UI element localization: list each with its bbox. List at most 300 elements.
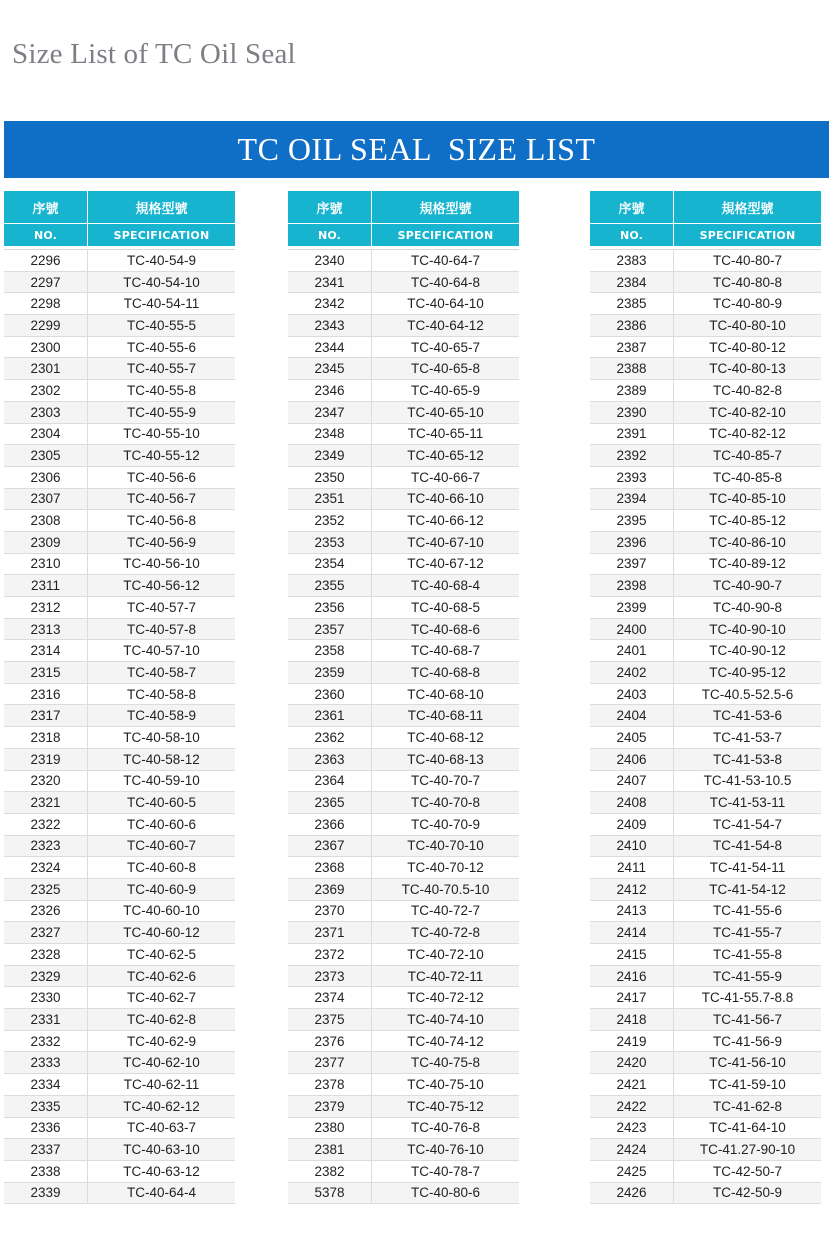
row-number: 2304	[4, 424, 88, 445]
row-specification: TC-40-85-10	[709, 491, 786, 507]
table-row	[590, 705, 821, 727]
row-number: 2360	[288, 684, 372, 705]
table-row	[590, 749, 821, 771]
row-number: 5378	[288, 1183, 372, 1204]
row-number: 2324	[4, 857, 88, 878]
row-number: 2307	[4, 489, 88, 510]
row-specification: TC-40-86-10	[709, 534, 786, 550]
row-specification: TC-40-89-12	[709, 556, 786, 572]
row-number: 2380	[288, 1118, 372, 1139]
row-specification: TC-40-55-6	[126, 339, 197, 355]
row-specification: TC-40-82-8	[712, 382, 783, 398]
header-spec-en: SPECIFICATION	[397, 228, 494, 242]
row-number: 2402	[590, 662, 674, 683]
row-specification: TC-40-56-6	[126, 469, 197, 485]
header-row-english	[288, 224, 519, 246]
row-number: 2411	[590, 857, 674, 878]
row-number: 2309	[4, 532, 88, 553]
table-row	[288, 424, 519, 446]
row-specification: TC-40-67-12	[407, 556, 484, 572]
row-number: 2361	[288, 705, 372, 726]
row-specification: TC-40-56-7	[126, 491, 197, 507]
header-spec-cn: 規格型號	[419, 201, 472, 217]
table-row	[4, 792, 235, 814]
table-row	[288, 1183, 519, 1205]
table-row	[4, 879, 235, 901]
row-specification: TC-40-55-9	[126, 404, 197, 420]
table-row	[4, 684, 235, 706]
header-row-chinese	[288, 191, 519, 224]
row-specification: TC-41-55-7	[712, 925, 783, 941]
row-specification: TC-40-60-10	[123, 903, 200, 919]
row-specification: TC-41.27-90-10	[699, 1142, 796, 1158]
row-number: 2327	[4, 922, 88, 943]
row-number: 2399	[590, 597, 674, 618]
row-number: 2413	[590, 901, 674, 922]
row-number: 2358	[288, 640, 372, 661]
row-number: 2368	[288, 857, 372, 878]
row-number: 2363	[288, 749, 372, 770]
row-number: 2318	[4, 727, 88, 748]
table-row	[590, 358, 821, 380]
row-specification: TC-40-55-7	[126, 361, 197, 377]
size-list-banner	[4, 121, 829, 178]
table-row	[590, 1183, 821, 1205]
row-number: 2336	[4, 1118, 88, 1139]
row-number: 2374	[288, 987, 372, 1008]
row-specification: TC-40-70-12	[407, 860, 484, 876]
row-specification: TC-40-85-12	[709, 513, 786, 529]
row-number: 2391	[590, 424, 674, 445]
row-specification: TC-40-68-11	[407, 708, 484, 724]
row-specification: TC-40-56-9	[126, 534, 197, 550]
row-number: 2408	[590, 792, 674, 813]
row-number: 2397	[590, 554, 674, 575]
row-specification: TC-40-72-8	[410, 925, 481, 941]
row-number: 2378	[288, 1074, 372, 1095]
row-number: 2369	[288, 879, 372, 900]
size-table-2	[288, 191, 519, 1204]
table-row	[4, 554, 235, 576]
row-number: 2377	[288, 1052, 372, 1073]
row-specification: TC-40-58-12	[123, 751, 200, 767]
table-row	[4, 771, 235, 793]
row-number: 2326	[4, 901, 88, 922]
table-row	[288, 445, 519, 467]
row-specification: TC-41-55-8	[712, 946, 783, 962]
table-row	[288, 966, 519, 988]
row-number: 2423	[590, 1118, 674, 1139]
header-row-chinese	[4, 191, 235, 224]
row-specification: TC-40-57-10	[123, 643, 200, 659]
row-specification: TC-40-62-7	[126, 990, 197, 1006]
table-row	[590, 1096, 821, 1118]
row-specification: TC-40-75-10	[407, 1076, 484, 1092]
table-row	[590, 966, 821, 988]
table-row	[4, 597, 235, 619]
row-specification: TC-40-80-12	[709, 339, 786, 355]
table-row	[288, 901, 519, 923]
row-specification: TC-40-75-12	[407, 1098, 484, 1114]
row-specification: TC-40-57-8	[126, 621, 197, 637]
row-specification: TC-41-53-7	[712, 729, 783, 745]
table-row	[4, 987, 235, 1009]
row-number: 2405	[590, 727, 674, 748]
table-row	[288, 727, 519, 749]
row-specification: TC-40-62-5	[126, 946, 197, 962]
table-row	[4, 836, 235, 858]
table-row	[288, 705, 519, 727]
row-number: 2328	[4, 944, 88, 965]
row-specification: TC-40-62-9	[126, 1033, 197, 1049]
table-row	[590, 987, 821, 1009]
row-number: 2296	[4, 250, 88, 271]
row-number: 2393	[590, 467, 674, 488]
row-number: 2349	[288, 445, 372, 466]
table-row	[4, 293, 235, 315]
header-row-chinese	[590, 191, 821, 224]
table-row	[288, 380, 519, 402]
row-number: 2315	[4, 662, 88, 683]
row-specification: TC-40-57-7	[126, 599, 197, 615]
row-number: 2385	[590, 293, 674, 314]
row-number: 2312	[4, 597, 88, 618]
table-row	[288, 467, 519, 489]
row-number: 2333	[4, 1052, 88, 1073]
row-number: 2383	[590, 250, 674, 271]
row-number: 2415	[590, 944, 674, 965]
row-number: 2348	[288, 424, 372, 445]
row-number: 2410	[590, 836, 674, 857]
row-number: 2316	[4, 684, 88, 705]
row-number: 2394	[590, 489, 674, 510]
row-number: 2300	[4, 337, 88, 358]
row-specification: TC-40-80-6	[410, 1185, 481, 1201]
row-number: 2404	[590, 705, 674, 726]
table-body	[590, 249, 821, 1204]
row-number: 2297	[4, 272, 88, 293]
table-row	[288, 771, 519, 793]
table-row	[288, 619, 519, 641]
header-spec-en: SPECIFICATION	[699, 228, 796, 242]
table-row	[4, 1052, 235, 1074]
row-specification: TC-40-68-5	[410, 599, 481, 615]
table-row	[288, 250, 519, 272]
table-row	[590, 944, 821, 966]
row-specification: TC-41-53-10.5	[703, 773, 792, 789]
table-row	[590, 836, 821, 858]
table-row	[590, 380, 821, 402]
table-row	[288, 489, 519, 511]
table-row	[288, 662, 519, 684]
row-number: 2347	[288, 402, 372, 423]
table-row	[4, 1161, 235, 1183]
row-specification: TC-40-55-12	[123, 448, 200, 464]
row-specification: TC-40-64-8	[410, 274, 481, 290]
size-table-1	[4, 191, 235, 1204]
header-row-english	[4, 224, 235, 246]
header-row-english	[590, 224, 821, 246]
row-number: 2389	[590, 380, 674, 401]
row-number: 2386	[590, 315, 674, 336]
row-specification: TC-41-53-8	[712, 751, 783, 767]
row-number: 2339	[4, 1183, 88, 1204]
table-row	[4, 315, 235, 337]
row-specification: TC-40-64-10	[407, 296, 484, 312]
row-specification: TC-41-54-11	[709, 860, 786, 876]
row-number: 2298	[4, 293, 88, 314]
row-specification: TC-40-65-10	[407, 404, 484, 420]
row-number: 2366	[288, 814, 372, 835]
row-specification: TC-40-59-10	[123, 773, 200, 789]
header-no-cn: 序號	[590, 191, 674, 223]
table-row	[590, 272, 821, 294]
table-row	[288, 857, 519, 879]
row-number: 2419	[590, 1031, 674, 1052]
row-specification: TC-40-60-8	[126, 860, 197, 876]
row-number: 2382	[288, 1161, 372, 1182]
row-number: 2313	[4, 619, 88, 640]
row-specification: TC-40-66-12	[407, 513, 484, 529]
row-specification: TC-40-74-10	[407, 1011, 484, 1027]
row-number: 2375	[288, 1009, 372, 1030]
table-row	[590, 879, 821, 901]
table-row	[288, 293, 519, 315]
table-row	[4, 857, 235, 879]
table-row	[288, 987, 519, 1009]
row-specification: TC-40-70-9	[410, 816, 481, 832]
table-row	[288, 879, 519, 901]
table-row	[590, 922, 821, 944]
row-specification: TC-40-54-11	[123, 296, 200, 312]
row-number: 2338	[4, 1161, 88, 1182]
row-number: 2334	[4, 1074, 88, 1095]
table-row	[288, 337, 519, 359]
table-row	[4, 1139, 235, 1161]
row-number: 2418	[590, 1009, 674, 1030]
row-specification: TC-40-62-8	[126, 1011, 197, 1027]
row-specification: TC-40-70.5-10	[401, 881, 490, 897]
table-row	[288, 315, 519, 337]
row-number: 2387	[590, 337, 674, 358]
row-specification: TC-40-55-8	[126, 382, 197, 398]
row-number: 2343	[288, 315, 372, 336]
row-specification: TC-40-65-11	[407, 426, 484, 442]
table-row	[288, 575, 519, 597]
table-row	[288, 749, 519, 771]
row-specification: TC-41-55-9	[712, 968, 783, 984]
row-number: 2392	[590, 445, 674, 466]
banner-title: TC OIL SEAL SIZE LIST	[237, 131, 596, 167]
row-number: 2325	[4, 879, 88, 900]
row-number: 2321	[4, 792, 88, 813]
row-number: 2341	[288, 272, 372, 293]
table-row	[4, 575, 235, 597]
table-row	[4, 1096, 235, 1118]
row-number: 2330	[4, 987, 88, 1008]
row-specification: TC-40-54-9	[126, 252, 197, 268]
row-specification: TC-40-78-7	[410, 1163, 481, 1179]
row-specification: TC-41-53-11	[709, 795, 786, 811]
row-number: 2308	[4, 510, 88, 531]
table-row	[288, 1096, 519, 1118]
table-row	[4, 640, 235, 662]
row-specification: TC-40-60-6	[126, 816, 197, 832]
table-row	[590, 684, 821, 706]
row-specification: TC-40-82-10	[709, 404, 786, 420]
row-specification: TC-40-80-13	[709, 361, 786, 377]
table-row	[4, 272, 235, 294]
row-number: 2403	[590, 684, 674, 705]
row-number: 2322	[4, 814, 88, 835]
table-row	[4, 1118, 235, 1140]
row-specification: TC-40-70-10	[407, 838, 484, 854]
row-specification: TC-42-50-7	[712, 1163, 783, 1179]
row-specification: TC-41-56-9	[712, 1033, 783, 1049]
table-row	[4, 1031, 235, 1053]
row-specification: TC-40-64-12	[407, 317, 484, 333]
row-number: 2305	[4, 445, 88, 466]
row-specification: TC-40-75-8	[410, 1055, 481, 1071]
table-row	[288, 1074, 519, 1096]
row-number: 2373	[288, 966, 372, 987]
header-no-cn: 序號	[4, 191, 88, 223]
row-specification: TC-40-63-10	[123, 1142, 200, 1158]
table-row	[4, 749, 235, 771]
row-number: 2367	[288, 836, 372, 857]
row-number: 2331	[4, 1009, 88, 1030]
row-number: 2401	[590, 640, 674, 661]
row-number: 2352	[288, 510, 372, 531]
row-specification: TC-40-68-8	[410, 664, 481, 680]
row-specification: TC-40-62-6	[126, 968, 197, 984]
table-row	[590, 640, 821, 662]
table-row	[590, 814, 821, 836]
row-specification: TC-40-65-7	[410, 339, 481, 355]
table-row	[590, 532, 821, 554]
table-row	[4, 1183, 235, 1205]
row-number: 2353	[288, 532, 372, 553]
row-specification: TC-41-55-6	[712, 903, 783, 919]
row-specification: TC-40-60-5	[126, 795, 197, 811]
row-specification: TC-40-56-12	[123, 578, 200, 594]
table-row	[288, 1031, 519, 1053]
table-row	[590, 662, 821, 684]
row-number: 2350	[288, 467, 372, 488]
header-no-en: NO.	[288, 224, 372, 246]
row-number: 2311	[4, 575, 88, 596]
row-number: 2302	[4, 380, 88, 401]
row-number: 2355	[288, 575, 372, 596]
row-specification: TC-40-68-13	[407, 751, 484, 767]
table-row	[4, 1009, 235, 1031]
row-number: 2426	[590, 1183, 674, 1204]
row-number: 2417	[590, 987, 674, 1008]
row-number: 2344	[288, 337, 372, 358]
row-specification: TC-40-70-7	[410, 773, 481, 789]
row-number: 2299	[4, 315, 88, 336]
table-row	[590, 792, 821, 814]
table-row	[288, 510, 519, 532]
row-specification: TC-40-85-8	[712, 469, 783, 485]
header-no-cn: 序號	[288, 191, 372, 223]
table-row	[288, 1139, 519, 1161]
row-specification: TC-40-63-7	[126, 1120, 197, 1136]
table-row	[590, 445, 821, 467]
row-specification: TC-40-55-10	[123, 426, 200, 442]
row-specification: TC-40-90-10	[709, 621, 786, 637]
row-number: 2310	[4, 554, 88, 575]
row-specification: TC-40-90-8	[712, 599, 783, 615]
table-row	[4, 727, 235, 749]
row-specification: TC-40-63-12	[123, 1163, 200, 1179]
header-spec-cn: 規格型號	[721, 201, 774, 217]
row-number: 2381	[288, 1139, 372, 1160]
row-specification: TC-40-80-9	[712, 296, 783, 312]
row-number: 2388	[590, 358, 674, 379]
row-number: 2320	[4, 771, 88, 792]
header-spec-en: SPECIFICATION	[113, 228, 210, 242]
table-row	[590, 771, 821, 793]
row-specification: TC-40-70-8	[410, 795, 481, 811]
table-row	[590, 1052, 821, 1074]
row-number: 2362	[288, 727, 372, 748]
table-row	[288, 814, 519, 836]
row-specification: TC-41-53-6	[712, 708, 783, 724]
row-specification: TC-40-58-10	[123, 729, 200, 745]
table-row	[4, 901, 235, 923]
table-row	[4, 489, 235, 511]
table-row	[4, 424, 235, 446]
row-specification: TC-40-95-12	[709, 664, 786, 680]
row-specification: TC-40-60-12	[123, 925, 200, 941]
row-specification: TC-40-76-10	[407, 1142, 484, 1158]
row-number: 2371	[288, 922, 372, 943]
row-specification: TC-40-72-12	[407, 990, 484, 1006]
row-number: 2354	[288, 554, 372, 575]
table-row	[590, 250, 821, 272]
row-specification: TC-40-72-11	[407, 968, 484, 984]
row-number: 2406	[590, 749, 674, 770]
header-spec-cn: 規格型號	[135, 201, 188, 217]
page-title: Size List of TC Oil Seal	[12, 38, 296, 70]
table-row	[590, 1031, 821, 1053]
table-row	[288, 792, 519, 814]
row-number: 2342	[288, 293, 372, 314]
row-number: 2314	[4, 640, 88, 661]
row-number: 2370	[288, 901, 372, 922]
row-number: 2364	[288, 771, 372, 792]
row-specification: TC-40-80-10	[709, 317, 786, 333]
table-row	[590, 315, 821, 337]
table-row	[288, 922, 519, 944]
table-row	[590, 1139, 821, 1161]
table-row	[590, 727, 821, 749]
row-specification: TC-40-64-7	[410, 252, 481, 268]
table-row	[288, 597, 519, 619]
row-specification: TC-40-72-10	[407, 946, 484, 962]
row-specification: TC-40-68-12	[407, 729, 484, 745]
row-number: 2335	[4, 1096, 88, 1117]
table-row	[590, 575, 821, 597]
row-specification: TC-40-68-4	[410, 578, 481, 594]
row-specification: TC-40-55-5	[126, 317, 197, 333]
row-number: 2372	[288, 944, 372, 965]
row-specification: TC-41-59-10	[709, 1076, 786, 1092]
row-specification: TC-40-66-7	[410, 469, 481, 485]
table-row	[590, 510, 821, 532]
table-row	[288, 272, 519, 294]
